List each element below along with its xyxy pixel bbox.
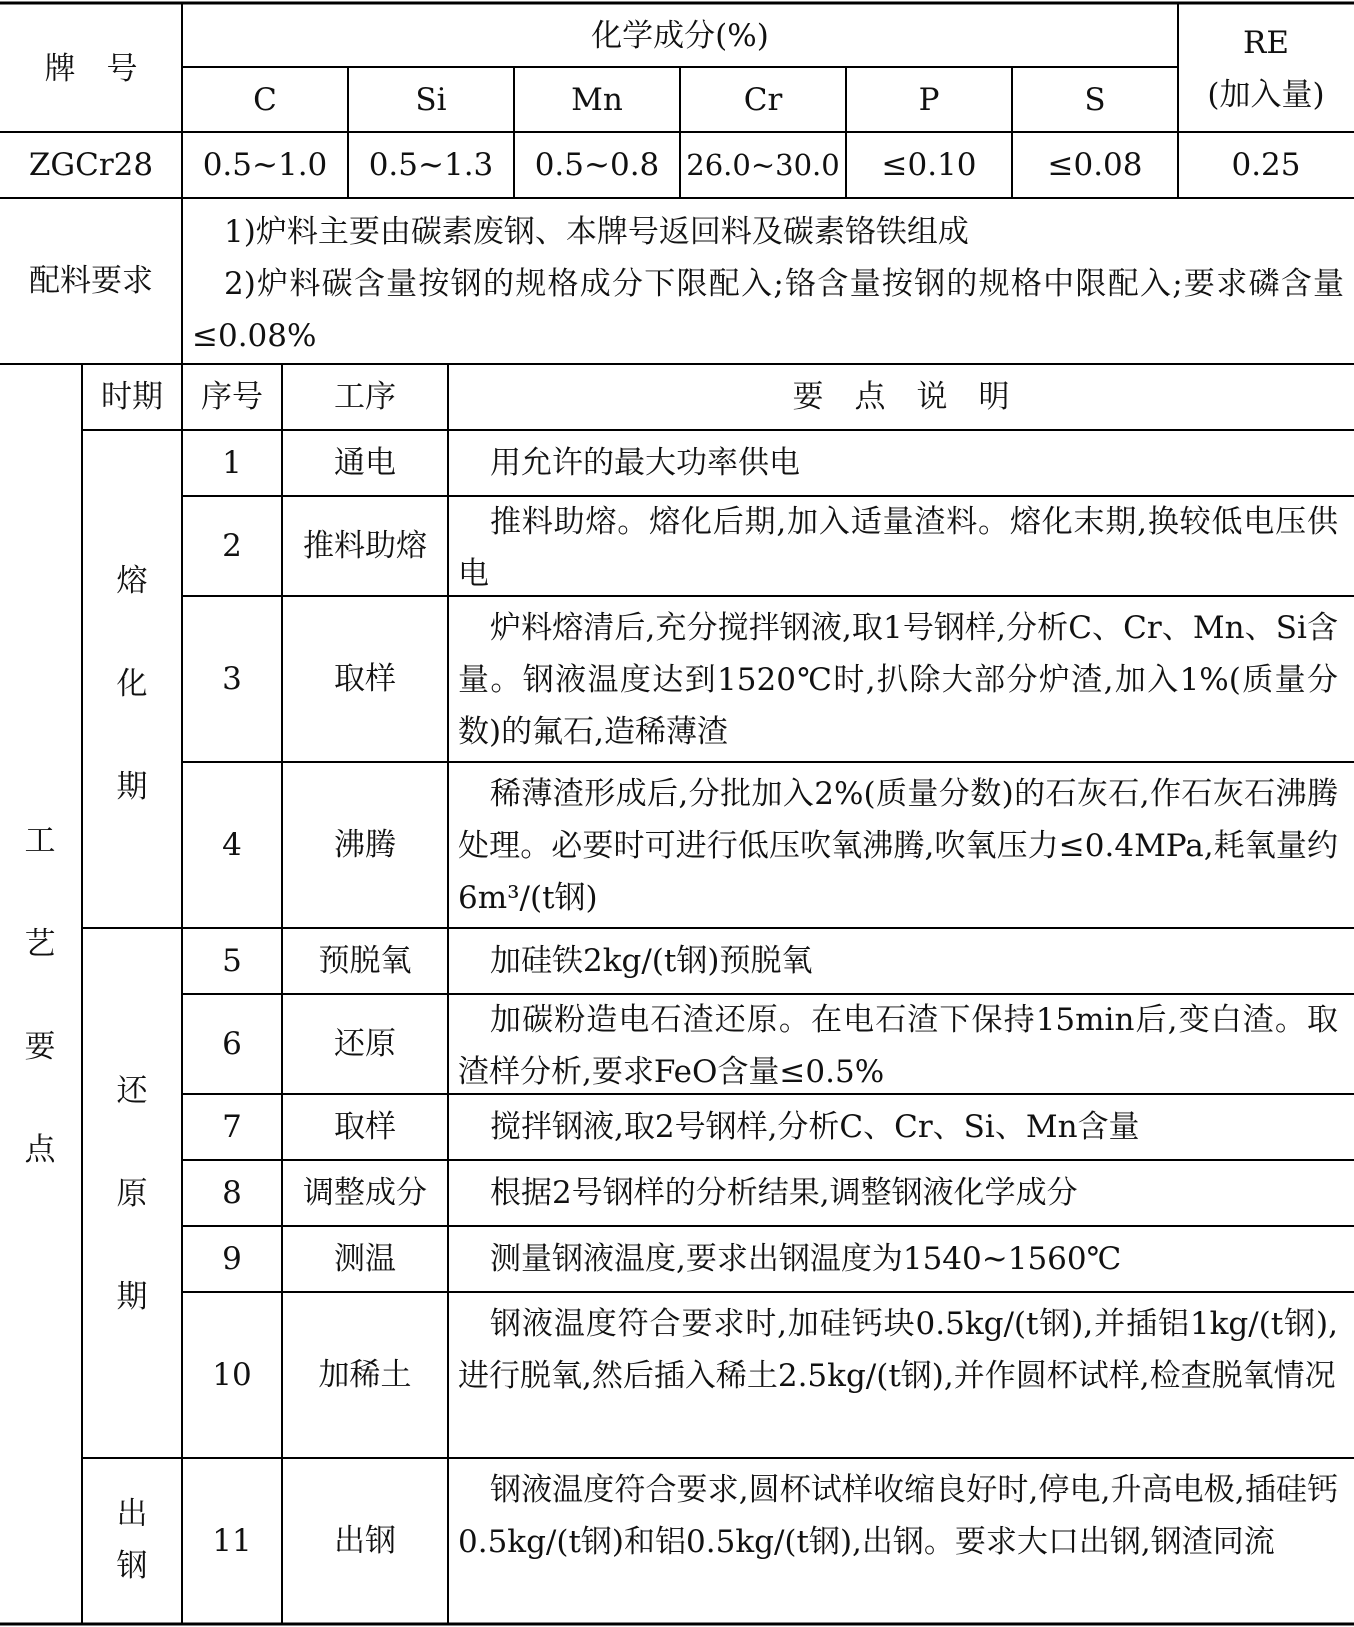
period-reduction <box>112 1040 152 1349</box>
header-re-label: RE <box>1243 25 1289 61</box>
grade-value-c: 0.5~1.0 <box>202 147 328 183</box>
header-element-c: C <box>253 82 277 118</box>
step-desc: 钢液温度符合要求,圆杯试样收缩良好时,停电,升高电极,插硅钙0.5kg/(t钢)和铝0.5kg/(t钢),出钢。要求大口出钢,钢渣同流 <box>458 1472 1338 1560</box>
header-element-si: Si <box>415 82 447 118</box>
batching-label: 配料要求 <box>29 263 153 299</box>
col-period-header: 时期 <box>101 379 163 415</box>
step-name: 推料助熔 <box>303 528 427 564</box>
step-name: 加稀土 <box>318 1357 412 1393</box>
process-section-char: 艺 <box>24 926 56 962</box>
header-grade-label: 牌 号 <box>44 51 138 87</box>
header-re-sub: (加入量) <box>1207 77 1325 113</box>
step-name: 通电 <box>334 445 396 481</box>
step-no: 10 <box>212 1357 252 1393</box>
step-no: 4 <box>222 827 242 863</box>
step-desc: 稀薄渣形成后,分批加入2%(质量分数)的石灰石,作石灰石沸腾处理。必要时可进行低压吹氧沸腾,吹氧压力≤0.4MPa,耗氧量约6m³/(t钢) <box>458 776 1338 916</box>
grade-value-si: 0.5~1.3 <box>368 147 494 183</box>
step-no: 1 <box>222 445 242 481</box>
batching-line-2: 2)炉料碳含量按钢的规格成分下限配入;铬含量按钢的规格中限配入;要求磷含量≤0.08% <box>192 266 1344 354</box>
step-name: 还原 <box>334 1026 396 1062</box>
grade-value-mn: 0.5~0.8 <box>534 147 660 183</box>
col-step-header: 工序 <box>334 379 396 415</box>
process-section-char: 工 <box>24 823 56 859</box>
process-section-label <box>20 790 60 1202</box>
step-name: 沸腾 <box>334 827 396 863</box>
step-no: 3 <box>222 661 242 697</box>
step-desc: 炉料熔清后,充分搅拌钢液,取1号钢样,分析C、Cr、Mn、Si含量。钢液温度达到1520℃时,扒除大部分炉渣,加入1%(质量分数)的氟石,造稀薄渣 <box>458 610 1338 750</box>
period-char: 原 <box>116 1176 148 1212</box>
step-no: 11 <box>212 1523 252 1559</box>
period-char: 还 <box>116 1073 148 1109</box>
process-section-char: 点 <box>24 1132 56 1168</box>
step-desc: 根据2号钢样的分析结果,调整钢液化学成分 <box>490 1175 1078 1211</box>
step-no: 8 <box>222 1175 242 1211</box>
period-char: 期 <box>116 769 148 805</box>
header-chem-label: 化学成分(%) <box>591 18 769 54</box>
step-no: 5 <box>222 943 242 979</box>
col-desc-header: 要 点 说 明 <box>792 379 1010 415</box>
step-name: 调整成分 <box>303 1175 427 1211</box>
header-element-cr: Cr <box>743 82 783 118</box>
grade-name: ZGCr28 <box>28 147 154 183</box>
step-no: 7 <box>222 1109 242 1145</box>
period-char: 化 <box>116 666 148 702</box>
process-section-char: 要 <box>24 1029 56 1065</box>
batching-line-1: 1)炉料主要由碳素废钢、本牌号返回料及碳素铬铁组成 <box>224 214 969 250</box>
period-tapping <box>112 1488 152 1592</box>
step-name: 预脱氧 <box>318 943 412 979</box>
step-desc: 加硅铁2kg/(t钢)预脱氧 <box>490 943 813 979</box>
step-desc: 用允许的最大功率供电 <box>490 445 800 481</box>
grade-value-p: ≤0.10 <box>881 147 977 183</box>
period-char: 熔 <box>116 563 148 599</box>
grade-value-cr: 26.0~30.0 <box>686 148 840 182</box>
step-desc: 推料助熔。熔化后期,加入适量渣料。熔化末期,换较低电压供电 <box>458 504 1338 592</box>
step-desc: 测量钢液温度,要求出钢温度为1540~1560℃ <box>490 1241 1122 1277</box>
step-name: 取样 <box>334 661 396 697</box>
header-element-mn: Mn <box>571 82 623 118</box>
step-name: 测温 <box>334 1241 396 1277</box>
grade-value-re: 0.25 <box>1231 147 1301 183</box>
step-no: 6 <box>222 1026 242 1062</box>
step-name: 取样 <box>334 1109 396 1145</box>
step-desc: 搅拌钢液,取2号钢样,分析C、Cr、Si、Mn含量 <box>490 1109 1140 1145</box>
step-no: 9 <box>222 1241 242 1277</box>
step-desc: 钢液温度符合要求时,加硅钙块0.5kg/(t钢),并插铝1kg/(t钢),进行脱氧,然后插入稀土2.5kg/(t钢),并作圆杯试样,检查脱氧情况 <box>458 1306 1338 1394</box>
period-char: 钢 <box>116 1548 148 1584</box>
grade-value-s: ≤0.08 <box>1047 147 1143 183</box>
step-desc: 加碳粉造电石渣还原。在电石渣下保持15min后,变白渣。取渣样分析,要求FeO含量≤0.5% <box>458 1002 1338 1090</box>
period-char: 出 <box>116 1496 148 1532</box>
header-element-p: P <box>918 82 940 118</box>
step-name: 出钢 <box>334 1523 396 1559</box>
period-char: 期 <box>116 1279 148 1315</box>
period-melting <box>112 530 152 839</box>
header-element-s: S <box>1084 82 1106 118</box>
step-no: 2 <box>222 528 242 564</box>
col-no-header: 序号 <box>201 379 263 415</box>
